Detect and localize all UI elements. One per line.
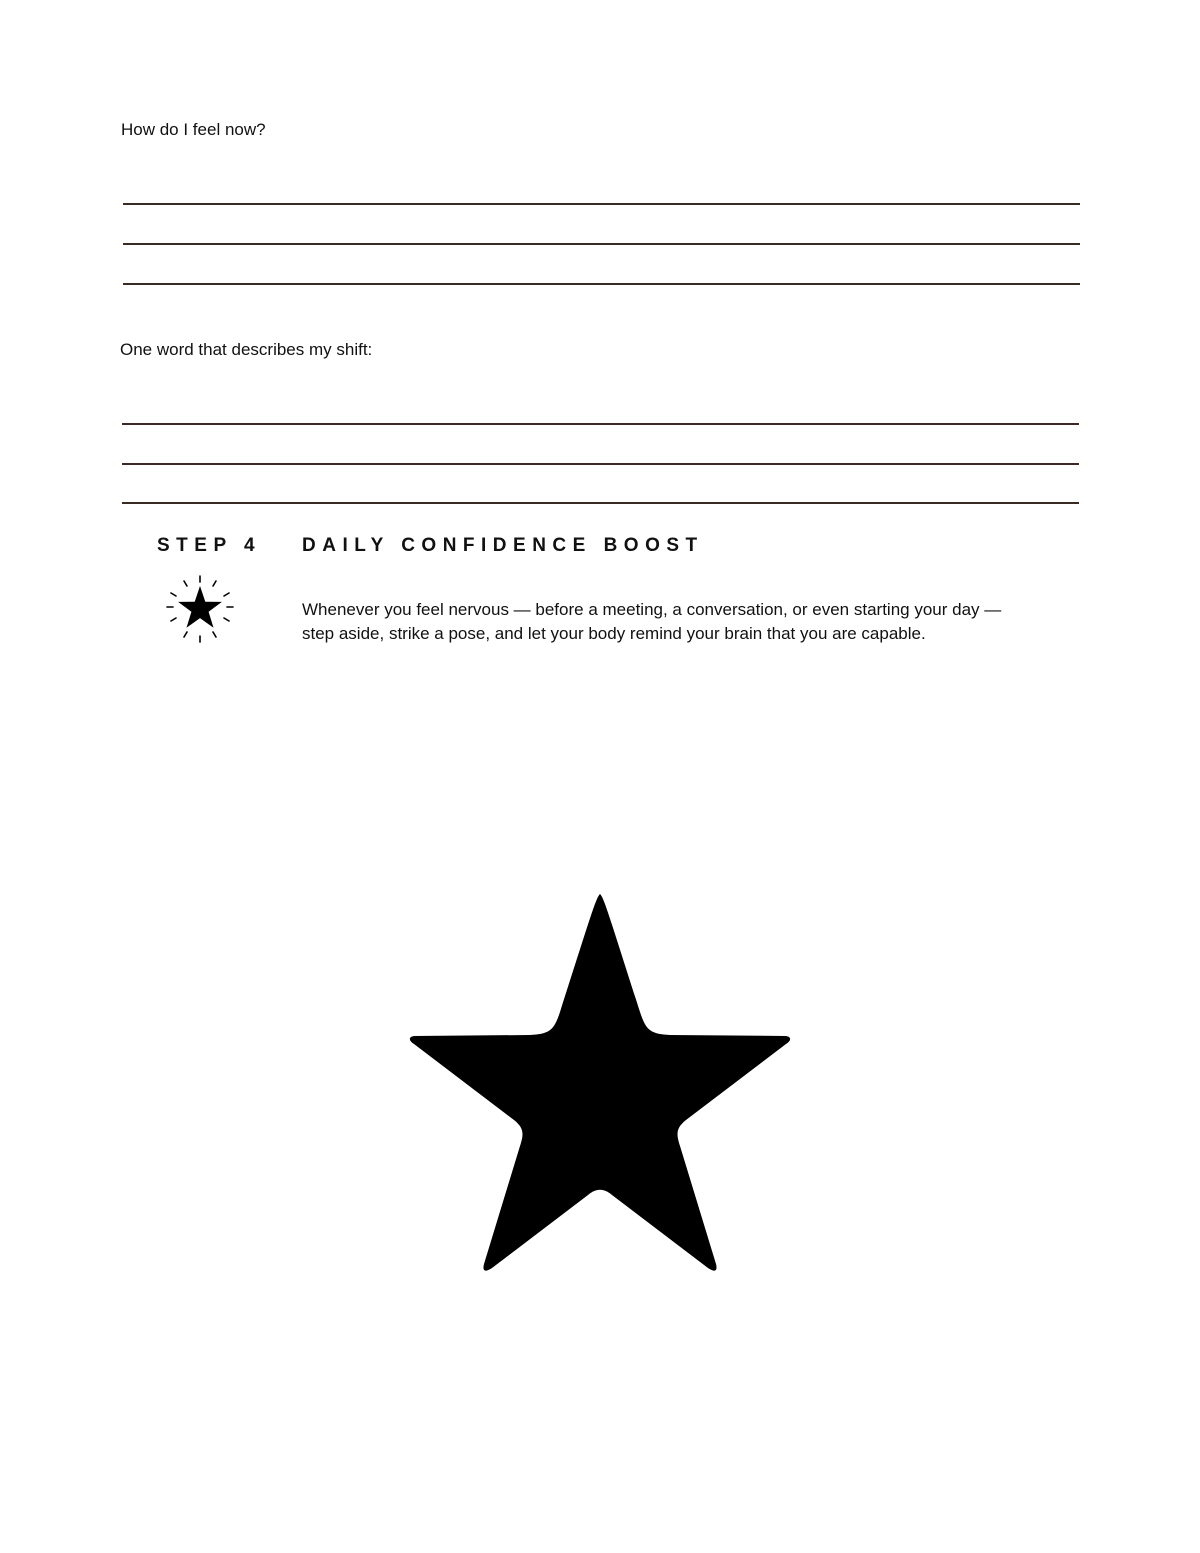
step-title: DAILY CONFIDENCE BOOST bbox=[302, 535, 704, 556]
writing-line-word-2[interactable] bbox=[122, 463, 1079, 465]
prompt-one-word: One word that describes my shift: bbox=[120, 340, 373, 359]
step-description-line-1: Whenever you feel nervous — before a meeting, a conversation, or even starting your day — bbox=[302, 600, 1002, 619]
writing-line-word-1[interactable] bbox=[122, 423, 1079, 425]
writing-line-word-3[interactable] bbox=[122, 502, 1079, 504]
star-icon bbox=[408, 892, 792, 1274]
prompt-feel-now: How do I feel now? bbox=[121, 120, 266, 139]
writing-line-feel-2[interactable] bbox=[123, 243, 1080, 245]
writing-line-feel-1[interactable] bbox=[123, 203, 1080, 205]
step-description-line-2: step aside, strike a pose, and let your body remind your brain that you are capable. bbox=[302, 624, 926, 643]
writing-line-feel-3[interactable] bbox=[123, 283, 1080, 285]
sparkle-star-icon bbox=[164, 573, 236, 645]
step-number: STEP 4 bbox=[157, 535, 262, 556]
